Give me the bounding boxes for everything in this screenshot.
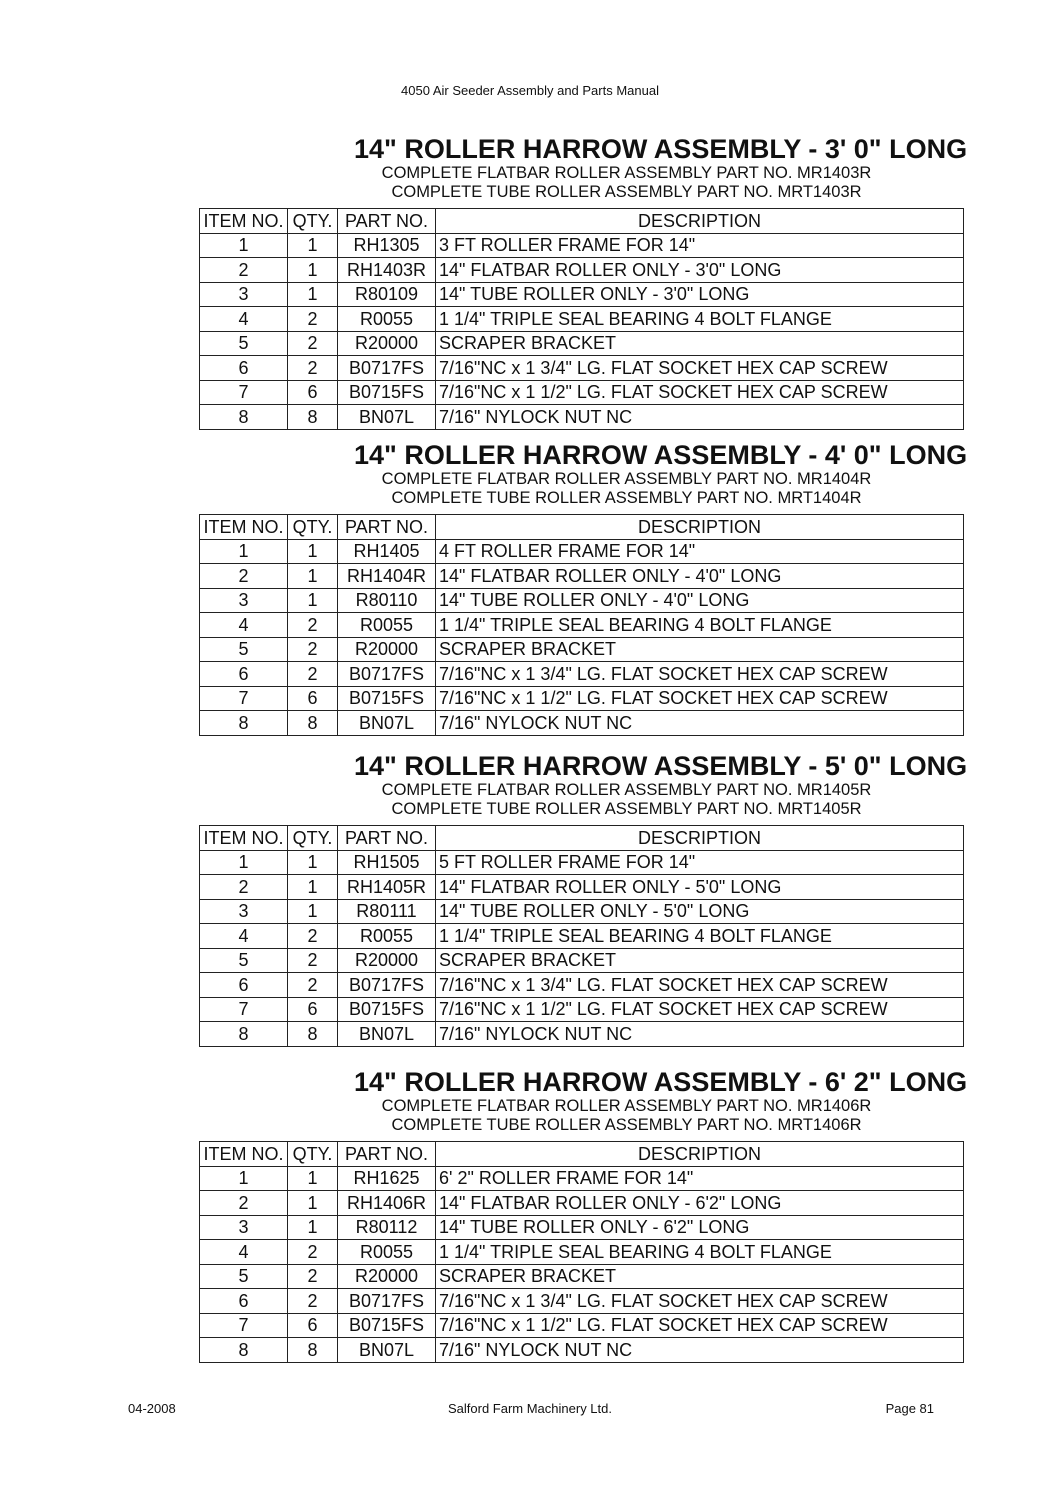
part-number: R0055 xyxy=(338,307,436,332)
col-header-part: PART NO. xyxy=(338,1142,436,1167)
quantity: 8 xyxy=(288,711,338,736)
part-number: R0055 xyxy=(338,613,436,638)
item-number: 4 xyxy=(200,307,288,332)
part-number: RH1406R xyxy=(338,1191,436,1216)
quantity: 1 xyxy=(288,233,338,258)
item-number: 5 xyxy=(200,948,288,973)
part-number: BN07L xyxy=(338,405,436,430)
tube-assembly-part: COMPLETE TUBE ROLLER ASSEMBLY PART NO. MRT1404R xyxy=(391,489,862,507)
col-header-item: ITEM NO. xyxy=(200,826,288,851)
quantity: 8 xyxy=(288,1338,338,1363)
table-header-row xyxy=(200,515,964,540)
col-header-description: DESCRIPTION xyxy=(436,209,964,234)
col-header-item: ITEM NO. xyxy=(200,515,288,540)
table-row xyxy=(200,948,964,973)
description: 5 FT ROLLER FRAME FOR 14" xyxy=(436,850,964,875)
description: 7/16"NC x 1 1/2" LG. FLAT SOCKET HEX CAP SCREW xyxy=(436,380,964,405)
item-number: 2 xyxy=(200,875,288,900)
item-number: 3 xyxy=(200,588,288,613)
description: SCRAPER BRACKET xyxy=(436,331,964,356)
part-number: RH1625 xyxy=(338,1166,436,1191)
description: 1 1/4" TRIPLE SEAL BEARING 4 BOLT FLANGE xyxy=(436,924,964,949)
col-header-part: PART NO. xyxy=(338,515,436,540)
tube-assembly-part: COMPLETE TUBE ROLLER ASSEMBLY PART NO. MRT1405R xyxy=(391,800,862,818)
flatbar-assembly-part: COMPLETE FLATBAR ROLLER ASSEMBLY PART NO. MR1405R xyxy=(381,781,872,799)
part-number: R80112 xyxy=(338,1215,436,1240)
quantity: 2 xyxy=(288,924,338,949)
quantity: 1 xyxy=(288,1215,338,1240)
table-header-row xyxy=(200,209,964,234)
part-number: R80109 xyxy=(338,282,436,307)
flatbar-assembly-part: COMPLETE FLATBAR ROLLER ASSEMBLY PART NO. MR1406R xyxy=(381,1097,872,1115)
table-row xyxy=(200,1240,964,1265)
table-row xyxy=(200,282,964,307)
description: 14" FLATBAR ROLLER ONLY - 6'2" LONG xyxy=(436,1191,964,1216)
quantity: 1 xyxy=(288,588,338,613)
part-number: RH1305 xyxy=(338,233,436,258)
manual-header: 4050 Air Seeder Assembly and Parts Manual xyxy=(401,83,659,98)
col-header-description: DESCRIPTION xyxy=(436,826,964,851)
part-number: R20000 xyxy=(338,948,436,973)
part-number: RH1405 xyxy=(338,539,436,564)
description: 3 FT ROLLER FRAME FOR 14" xyxy=(436,233,964,258)
item-number: 8 xyxy=(200,405,288,430)
description: SCRAPER BRACKET xyxy=(436,948,964,973)
item-number: 6 xyxy=(200,662,288,687)
part-number: R0055 xyxy=(338,924,436,949)
description: 7/16" NYLOCK NUT NC xyxy=(436,405,964,430)
item-number: 1 xyxy=(200,233,288,258)
table-row xyxy=(200,258,964,283)
quantity: 2 xyxy=(288,948,338,973)
item-number: 6 xyxy=(200,1289,288,1314)
assembly-section xyxy=(199,1067,968,1363)
description: SCRAPER BRACKET xyxy=(436,637,964,662)
description: 7/16"NC x 1 1/2" LG. FLAT SOCKET HEX CAP SCREW xyxy=(436,1313,964,1338)
item-number: 5 xyxy=(200,1264,288,1289)
table-row xyxy=(200,1289,964,1314)
col-header-qty: QTY. xyxy=(288,209,338,234)
quantity: 2 xyxy=(288,1240,338,1265)
table-row xyxy=(200,686,964,711)
col-header-description: DESCRIPTION xyxy=(436,515,964,540)
assembly-section xyxy=(199,751,968,1047)
quantity: 1 xyxy=(288,1191,338,1216)
quantity: 1 xyxy=(288,899,338,924)
part-number: BN07L xyxy=(338,1338,436,1363)
part-number: R80110 xyxy=(338,588,436,613)
description: 7/16"NC x 1 1/2" LG. FLAT SOCKET HEX CAP SCREW xyxy=(436,997,964,1022)
quantity: 1 xyxy=(288,282,338,307)
quantity: 2 xyxy=(288,356,338,381)
table-row xyxy=(200,662,964,687)
part-number: B0715FS xyxy=(338,1313,436,1338)
description: 7/16" NYLOCK NUT NC xyxy=(436,1338,964,1363)
col-header-item: ITEM NO. xyxy=(200,209,288,234)
table-row xyxy=(200,356,964,381)
part-number: RH1505 xyxy=(338,850,436,875)
quantity: 1 xyxy=(288,875,338,900)
item-number: 7 xyxy=(200,686,288,711)
item-number: 8 xyxy=(200,1022,288,1047)
description: 7/16"NC x 1 1/2" LG. FLAT SOCKET HEX CAP SCREW xyxy=(436,686,964,711)
part-number: B0715FS xyxy=(338,686,436,711)
col-header-part: PART NO. xyxy=(338,826,436,851)
description: 4 FT ROLLER FRAME FOR 14" xyxy=(436,539,964,564)
col-header-qty: QTY. xyxy=(288,826,338,851)
quantity: 6 xyxy=(288,686,338,711)
table-header-row xyxy=(200,826,964,851)
parts-table xyxy=(199,514,964,736)
item-number: 7 xyxy=(200,380,288,405)
part-number: B0715FS xyxy=(338,997,436,1022)
quantity: 2 xyxy=(288,307,338,332)
item-number: 3 xyxy=(200,282,288,307)
table-row xyxy=(200,1215,964,1240)
item-number: 3 xyxy=(200,899,288,924)
table-row xyxy=(200,588,964,613)
description: 14" TUBE ROLLER ONLY - 5'0" LONG xyxy=(436,899,964,924)
part-number: R20000 xyxy=(338,331,436,356)
item-number: 2 xyxy=(200,1191,288,1216)
col-header-part: PART NO. xyxy=(338,209,436,234)
quantity: 2 xyxy=(288,662,338,687)
quantity: 1 xyxy=(288,258,338,283)
table-row xyxy=(200,331,964,356)
quantity: 6 xyxy=(288,997,338,1022)
table-row xyxy=(200,564,964,589)
quantity: 2 xyxy=(288,613,338,638)
quantity: 6 xyxy=(288,1313,338,1338)
item-number: 4 xyxy=(200,1240,288,1265)
description: 1 1/4" TRIPLE SEAL BEARING 4 BOLT FLANGE xyxy=(436,307,964,332)
part-number: R20000 xyxy=(338,1264,436,1289)
table-header-row xyxy=(200,1142,964,1167)
part-number: BN07L xyxy=(338,711,436,736)
quantity: 2 xyxy=(288,1289,338,1314)
footer-page-number: Page 81 xyxy=(885,1401,934,1416)
table-row xyxy=(200,973,964,998)
item-number: 8 xyxy=(200,1338,288,1363)
item-number: 7 xyxy=(200,1313,288,1338)
description: 14" TUBE ROLLER ONLY - 6'2" LONG xyxy=(436,1215,964,1240)
col-header-description: DESCRIPTION xyxy=(436,1142,964,1167)
item-number: 1 xyxy=(200,1166,288,1191)
assembly-title: 14" ROLLER HARROW ASSEMBLY - 4' 0" LONG xyxy=(354,440,968,470)
table-row xyxy=(200,711,964,736)
table-row xyxy=(200,637,964,662)
quantity: 2 xyxy=(288,331,338,356)
table-row xyxy=(200,924,964,949)
table-row xyxy=(200,899,964,924)
table-row xyxy=(200,1191,964,1216)
item-number: 4 xyxy=(200,924,288,949)
description: 6' 2" ROLLER FRAME FOR 14" xyxy=(436,1166,964,1191)
part-number: R80111 xyxy=(338,899,436,924)
part-number: R20000 xyxy=(338,637,436,662)
table-row xyxy=(200,1313,964,1338)
table-row xyxy=(200,233,964,258)
description: 1 1/4" TRIPLE SEAL BEARING 4 BOLT FLANGE xyxy=(436,613,964,638)
part-number: B0717FS xyxy=(338,662,436,687)
quantity: 2 xyxy=(288,637,338,662)
description: 14" TUBE ROLLER ONLY - 3'0" LONG xyxy=(436,282,964,307)
table-row xyxy=(200,1338,964,1363)
tube-assembly-part: COMPLETE TUBE ROLLER ASSEMBLY PART NO. MRT1406R xyxy=(391,1116,862,1134)
footer-company: Salford Farm Machinery Ltd. xyxy=(447,1401,612,1416)
description: 14" TUBE ROLLER ONLY - 4'0" LONG xyxy=(436,588,964,613)
description: 7/16"NC x 1 3/4" LG. FLAT SOCKET HEX CAP SCREW xyxy=(436,973,964,998)
table-row xyxy=(200,1166,964,1191)
description: 14" FLATBAR ROLLER ONLY - 5'0" LONG xyxy=(436,875,964,900)
parts-table xyxy=(199,825,964,1047)
table-row xyxy=(200,997,964,1022)
quantity: 1 xyxy=(288,564,338,589)
item-number: 1 xyxy=(200,539,288,564)
item-number: 4 xyxy=(200,613,288,638)
col-header-item: ITEM NO. xyxy=(200,1142,288,1167)
table-row xyxy=(200,405,964,430)
description: 7/16" NYLOCK NUT NC xyxy=(436,1022,964,1047)
quantity: 2 xyxy=(288,973,338,998)
parts-table xyxy=(199,208,964,430)
item-number: 7 xyxy=(200,997,288,1022)
description: SCRAPER BRACKET xyxy=(436,1264,964,1289)
col-header-qty: QTY. xyxy=(288,515,338,540)
flatbar-assembly-part: COMPLETE FLATBAR ROLLER ASSEMBLY PART NO. MR1404R xyxy=(381,470,872,488)
quantity: 2 xyxy=(288,1264,338,1289)
description: 7/16"NC x 1 3/4" LG. FLAT SOCKET HEX CAP SCREW xyxy=(436,662,964,687)
part-number: RH1403R xyxy=(338,258,436,283)
description: 14" FLATBAR ROLLER ONLY - 4'0" LONG xyxy=(436,564,964,589)
item-number: 2 xyxy=(200,564,288,589)
footer-date: 04-2008 xyxy=(128,1401,176,1416)
description: 1 1/4" TRIPLE SEAL BEARING 4 BOLT FLANGE xyxy=(436,1240,964,1265)
part-number: RH1405R xyxy=(338,875,436,900)
item-number: 8 xyxy=(200,711,288,736)
item-number: 5 xyxy=(200,331,288,356)
item-number: 6 xyxy=(200,356,288,381)
assembly-section xyxy=(199,134,968,430)
table-row xyxy=(200,875,964,900)
part-number: R0055 xyxy=(338,1240,436,1265)
part-number: B0717FS xyxy=(338,973,436,998)
part-number: BN07L xyxy=(338,1022,436,1047)
col-header-qty: QTY. xyxy=(288,1142,338,1167)
part-number: RH1404R xyxy=(338,564,436,589)
item-number: 5 xyxy=(200,637,288,662)
table-row xyxy=(200,539,964,564)
quantity: 1 xyxy=(288,850,338,875)
quantity: 6 xyxy=(288,380,338,405)
part-number: B0717FS xyxy=(338,1289,436,1314)
description: 14" FLATBAR ROLLER ONLY - 3'0" LONG xyxy=(436,258,964,283)
table-row xyxy=(200,307,964,332)
assembly-title: 14" ROLLER HARROW ASSEMBLY - 6' 2" LONG xyxy=(354,1067,968,1097)
quantity: 8 xyxy=(288,1022,338,1047)
quantity: 8 xyxy=(288,405,338,430)
description: 7/16"NC x 1 3/4" LG. FLAT SOCKET HEX CAP SCREW xyxy=(436,1289,964,1314)
table-row xyxy=(200,613,964,638)
part-number: B0717FS xyxy=(338,356,436,381)
table-row xyxy=(200,1022,964,1047)
assembly-section xyxy=(199,440,968,736)
item-number: 3 xyxy=(200,1215,288,1240)
tube-assembly-part: COMPLETE TUBE ROLLER ASSEMBLY PART NO. MRT1403R xyxy=(391,183,862,201)
flatbar-assembly-part: COMPLETE FLATBAR ROLLER ASSEMBLY PART NO. MR1403R xyxy=(381,164,872,182)
quantity: 1 xyxy=(288,539,338,564)
part-number: B0715FS xyxy=(338,380,436,405)
description: 7/16" NYLOCK NUT NC xyxy=(436,711,964,736)
table-row xyxy=(200,1264,964,1289)
assembly-title: 14" ROLLER HARROW ASSEMBLY - 5' 0" LONG xyxy=(354,751,968,781)
description: 7/16"NC x 1 3/4" LG. FLAT SOCKET HEX CAP SCREW xyxy=(436,356,964,381)
item-number: 1 xyxy=(200,850,288,875)
assembly-title: 14" ROLLER HARROW ASSEMBLY - 3' 0" LONG xyxy=(354,134,968,164)
table-row xyxy=(200,380,964,405)
quantity: 1 xyxy=(288,1166,338,1191)
parts-table xyxy=(199,1141,964,1363)
item-number: 6 xyxy=(200,973,288,998)
table-row xyxy=(200,850,964,875)
item-number: 2 xyxy=(200,258,288,283)
